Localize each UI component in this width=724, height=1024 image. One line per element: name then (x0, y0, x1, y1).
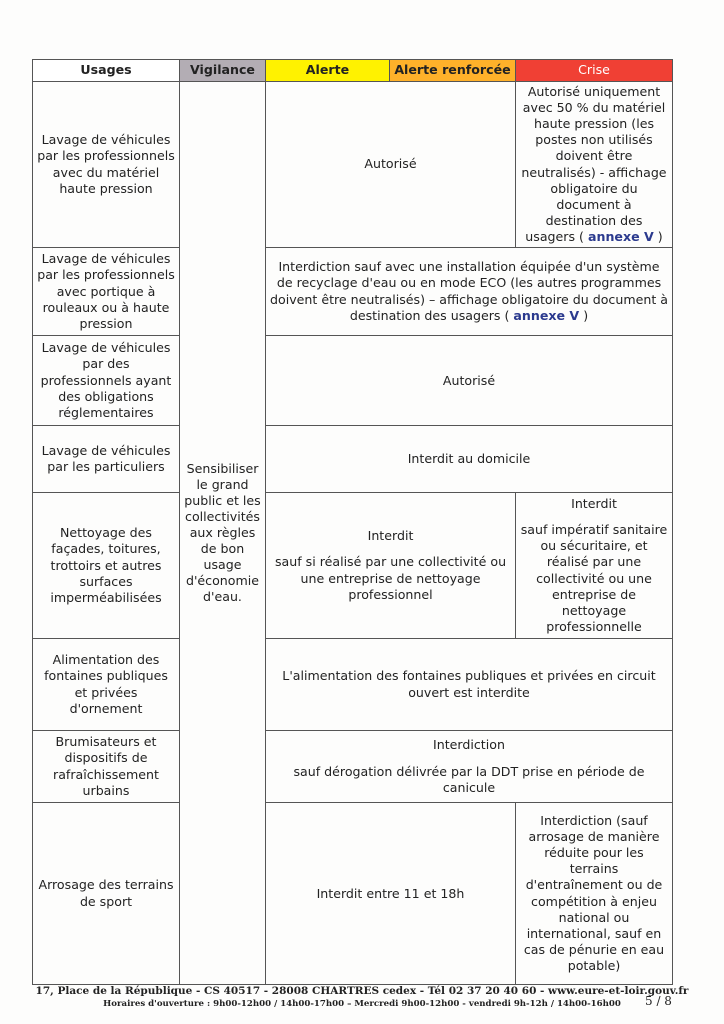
header-vigilance: Vigilance (180, 60, 266, 82)
table-row (33, 731, 673, 803)
measure-detail: sauf dérogation délivrée par la DDT prise en période de canicule (293, 763, 645, 795)
usage-cell: Brumisateurs et dispositifs de rafraîchissement urbains (33, 731, 180, 803)
header-row (33, 60, 673, 82)
crise-cell (516, 82, 673, 248)
header-crise: Crise (516, 60, 673, 82)
measure-cell: L'alimentation des fontaines publiques et privées en circuit ouvert est interdite (266, 639, 673, 731)
annex-link[interactable]: annexe V (513, 307, 580, 323)
alerte-cell (266, 493, 516, 639)
alerte-cell: Autorisé (266, 82, 516, 248)
crise-title: Interdit (571, 496, 617, 512)
table-row (33, 248, 673, 336)
table-row (33, 336, 673, 426)
crise-detail: sauf impératif sanitaire ou sécuritaire, et réalisé par une collectivité ou une entreprise de nettoyage professionnelle (520, 522, 668, 634)
measure-cell (266, 731, 673, 803)
usage-cell: Lavage de véhicules par les professionnels avec du matériel haute pression (33, 82, 180, 248)
alerte-cell: Interdit entre 11 et 18h (266, 803, 516, 985)
footer-hours: Horaires d'ouverture : 9h00-12h00 / 14h00-17h00 – Mercredi 9h00-12h00 - vendredi 9h-12h / 14h00-16h00 (103, 999, 621, 1009)
usage-cell: Lavage de véhicules par les particuliers (33, 426, 180, 493)
usage-cell: Arrosage des terrains de sport (33, 803, 180, 985)
measure-title: Interdiction (433, 737, 505, 753)
alerte-title: Interdit (367, 528, 414, 544)
crise-text: Autorisé uniquement avec 50 % du matériel haute pression (les postes non utilisés doivent être neutralisés) - affichage obligatoire du document à destination des usagers ( (521, 84, 667, 244)
measure-cell: Interdit au domicile (266, 426, 673, 493)
table-row (33, 82, 673, 248)
header-alerte: Alerte (266, 60, 390, 82)
restrictions-table (32, 59, 673, 985)
measure-cell (266, 248, 673, 336)
table-row (33, 803, 673, 985)
table-row (33, 639, 673, 731)
crise-cell: Interdiction (sauf arrosage de manière réduite pour les terrains d'entraînement ou de compétition à enjeu national ou international, sauf en cas de pénurie en eau potable) (516, 803, 673, 985)
vigilance-cell: Sensibiliser le grand public et les collectivités aux règles de bon usage d'économie d'eau. (180, 82, 266, 985)
footer-address: 17, Place de la République - CS 40517 - 28008 CHARTRES cedex - Tél 02 37 20 40 60 - www.eure-et-loir.gouv.fr (35, 985, 689, 997)
annex-link[interactable]: annexe V (587, 228, 654, 244)
usage-cell: Lavage de véhicules par des professionnels ayant des obligations réglementaires (33, 336, 180, 426)
table-row (33, 493, 673, 639)
header-alerte-renforcee: Alerte renforcée (390, 60, 516, 82)
measure-text-end: ) (583, 307, 589, 323)
page-number: 5 / 8 (645, 994, 672, 1008)
measure-text: Interdiction sauf avec une installation équipée d'un système de recyclage d'eau ou en mode ECO (les autres programmes doivent être neutralisés) – affichage obligatoire du document à destination des usagers ( (270, 259, 668, 323)
measure-cell: Autorisé (266, 336, 673, 426)
crise-cell (516, 493, 673, 639)
alerte-detail: sauf si réalisé par une collectivité ou une entreprise de nettoyage professionnel (274, 554, 507, 602)
crise-text-end: ) (657, 228, 663, 244)
usage-cell: Lavage de véhicules par les professionnels avec portique à rouleaux ou à haute pression (33, 248, 180, 336)
usage-cell: Nettoyage des façades, toitures, trottoirs et autres surfaces imperméabilisées (33, 493, 180, 639)
header-usages: Usages (33, 60, 180, 82)
usage-cell: Alimentation des fontaines publiques et privées d'ornement (33, 639, 180, 731)
table-row (33, 426, 673, 493)
